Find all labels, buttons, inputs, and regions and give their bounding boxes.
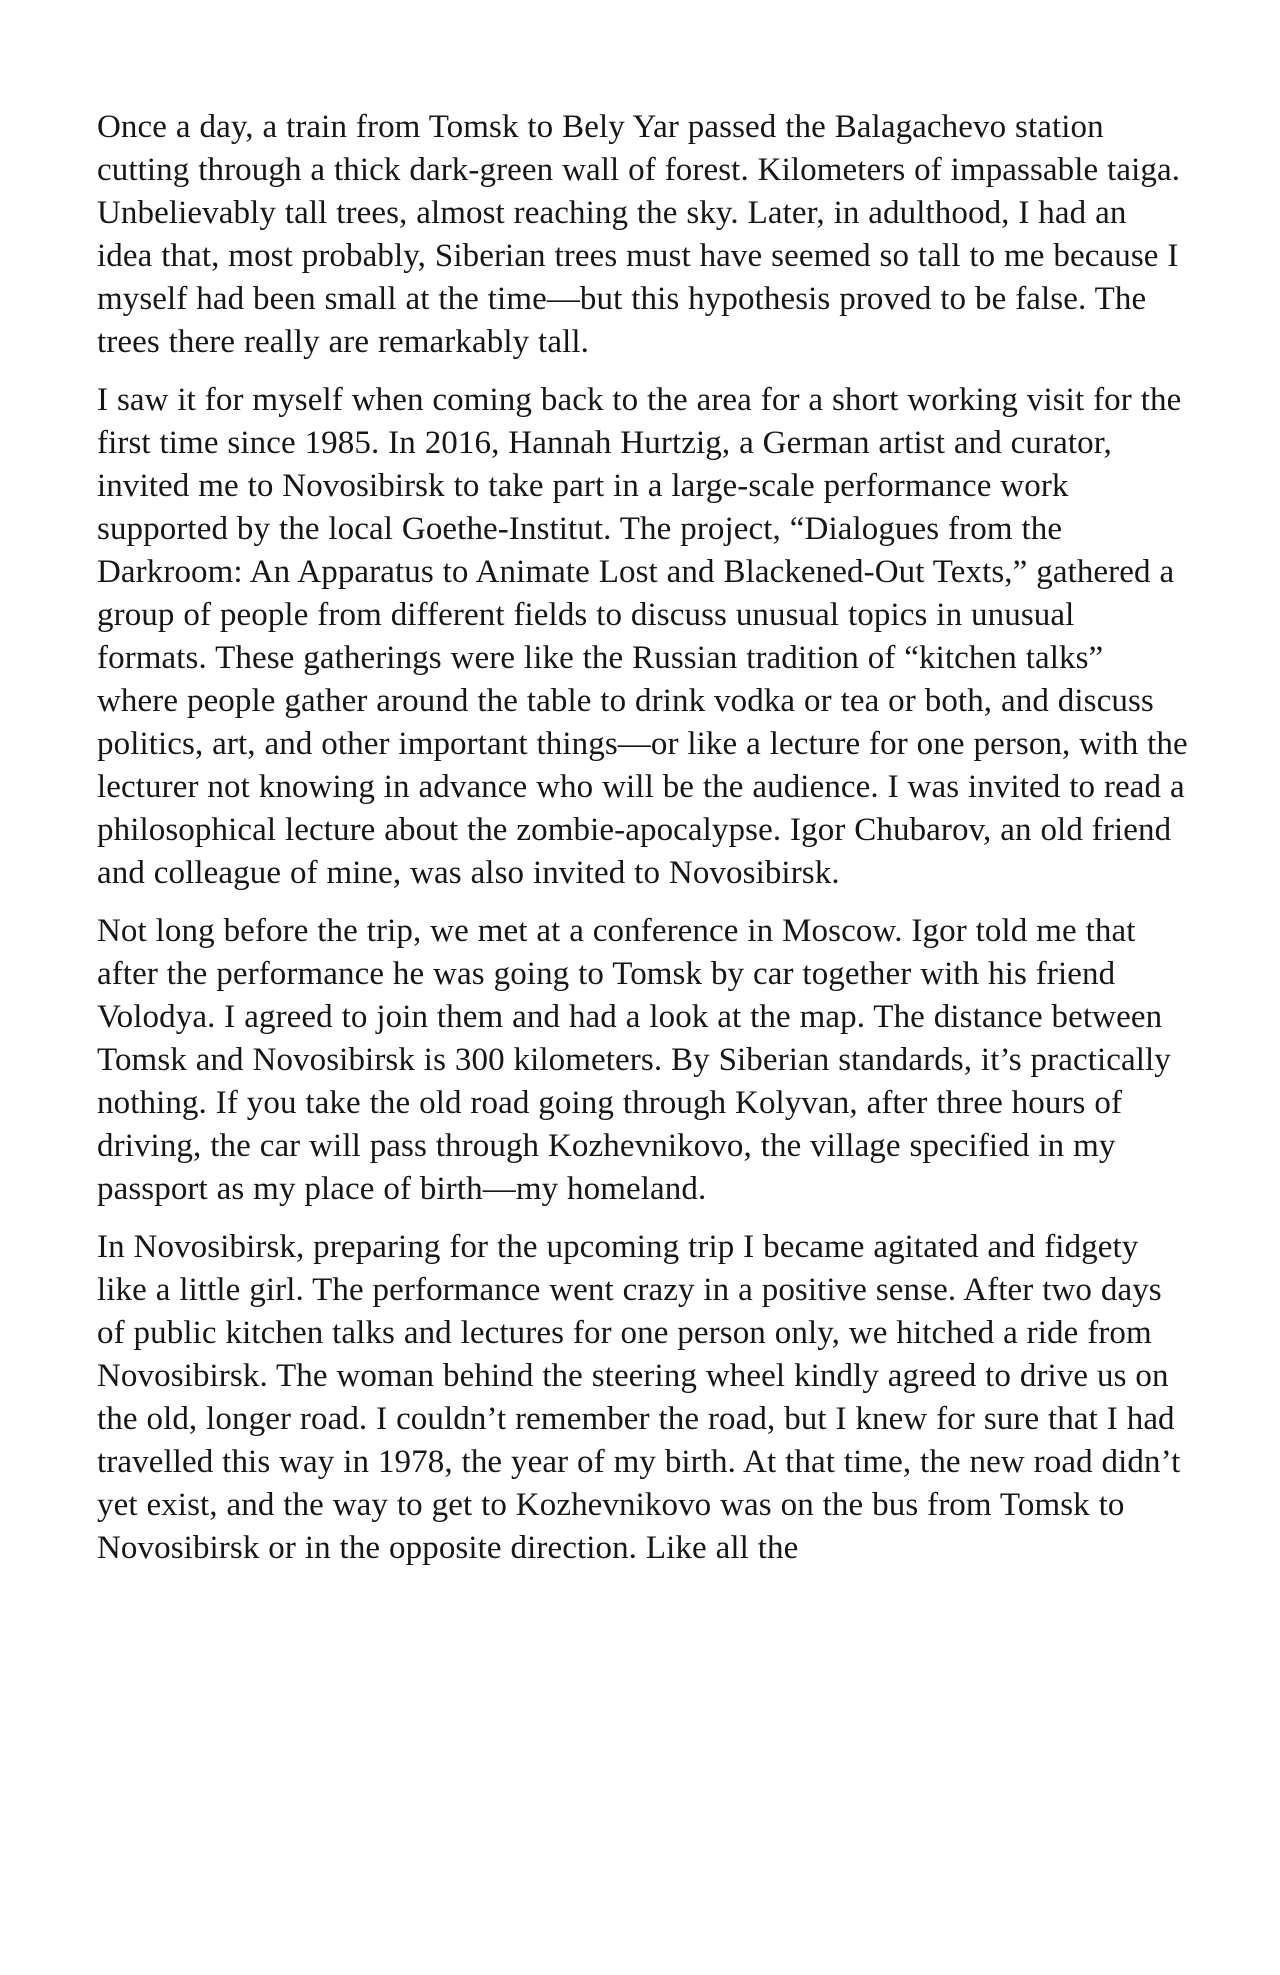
- body-text: [97, 106, 1189, 1570]
- paragraph-1: Once a day, a train from Tomsk to Bely Yar passed the Balagachevo station cutting through a thick dark-green wall of forest. Kilometers of impassable taiga. Unbelievably tall trees, almost reaching the sky. Later, in adulthood, I had an idea that, most probably, Siberian trees must have seemed so tall to me because I myself had been small at the time—but this hypothesis proved to be false. The trees there really are remarkably tall.: [97, 109, 1181, 360]
- paragraph-2: I saw it for myself when coming back to the area for a short working visit for the first time since 1985. In 2016, Hannah Hurtzig, a German artist and curator, invited me to Novosibirsk to take part in a large-scale performance work supported by the local Goethe-Institut. The project, “Dialogues from the Darkroom: An Apparatus to Animate Lost and Blackened-Out Texts,” gathered a group of people from different fields to discuss unusual topics in unusual formats. These gatherings were like the Russian tradition of “kitchen talks” where people gather around the table to drink vodka or tea or both, and discuss politics, art, and other important things—or like a lecture for one person, with the lecturer not knowing in advance who will be the audience. I was invited to read a philosophical lecture about the zombie-apocalypse. Igor Chubarov, an old friend and colleague of mine, was also invited to Novosibirsk.: [97, 382, 1188, 891]
- paragraph-3: Not long before the trip, we met at a conference in Moscow. Igor told me that after the performance he was going to Tomsk by car together with his friend Volodya. I agreed to join them and had a look at the map. The distance between Tomsk and Novosibirsk is 300 kilometers. By Siberian standards, it’s practically nothing. If you take the old road going through Kolyvan, after three hours of driving, the car will pass through Kozhevnikovo, the village specified in my passport as my place of birth—my homeland.: [97, 913, 1171, 1207]
- paragraph-4: In Novosibirsk, preparing for the upcoming trip I became agitated and fidgety like a little girl. The performance went crazy in a positive sense. After two days of public kitchen talks and lectures for one person only, we hitched a ride from Novosibirsk. The woman behind the steering wheel kindly agreed to drive us on the old, longer road. I couldn’t remember the road, but I knew for sure that I had travelled this way in 1978, the year of my birth. At that time, the new road didn’t yet exist, and the way to get to Kozhevnikovo was on the bus from Tomsk to Novosibirsk or in the opposite direction. Like all the: [97, 1229, 1181, 1566]
